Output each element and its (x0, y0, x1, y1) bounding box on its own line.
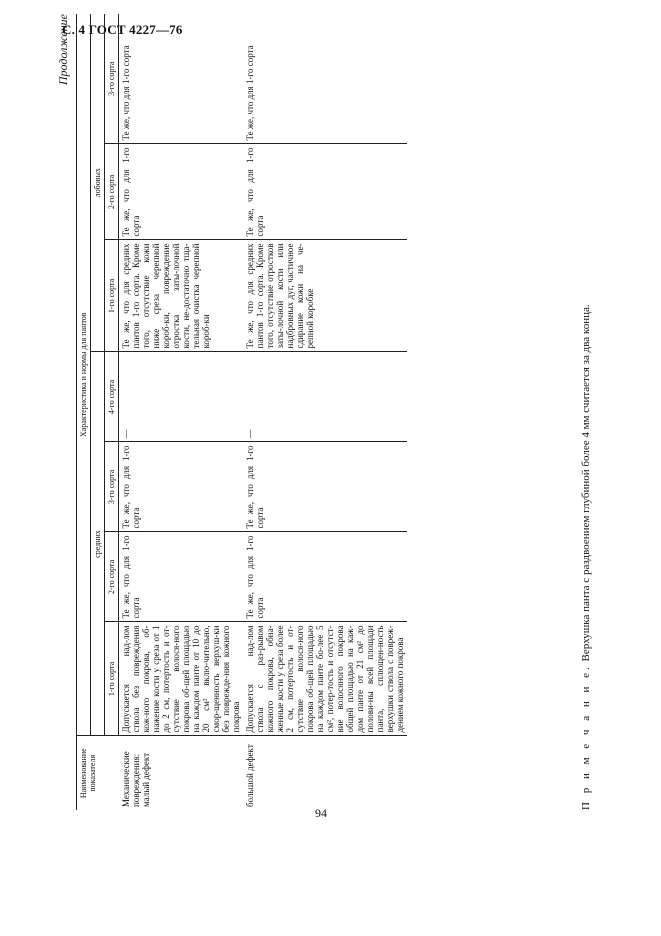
table-cell: Те же, что для средних пантов 1-го сорта. Кроме того, отсутствие кожи ниже среза черепной короб-ки, повреждение отростка заты-лочной кости, не-достаточно тща-тельная очистка черепной короб-ки (119, 240, 244, 352)
table-cell: Те же, что для 1-го сорта (119, 14, 244, 144)
header-grade: 3-го сорта (105, 14, 119, 144)
header-grade: 1-го сорта (105, 622, 119, 736)
page-number: 94 (315, 806, 327, 820)
table-cell: Те же, что для 1-го сорта (243, 144, 407, 240)
table-row (243, 14, 407, 810)
table-cell: Те же, что для 1-го сорта (119, 532, 244, 622)
row-name: Механические повреждения: малый дефект (120, 751, 151, 807)
header-middle-antlers: средних (91, 352, 105, 736)
table-cell: Те же, что для 1-го сорта (243, 442, 407, 532)
table-cell: Те же, что для средних пантов 1-го сорта. Кроме того, отсутствие отростков заты-лочной кости или надбровных дуг, частичное сдирание кожи на че-репной коробке (243, 240, 407, 352)
table-row (119, 14, 244, 810)
table-cell: Те же, что для 1-го сорта (119, 442, 244, 532)
table-cell: Те же, что для 1-го сорта (119, 144, 244, 240)
header-grade: 4-го сорта (105, 352, 119, 442)
header-grade: 2-го сорта (105, 144, 119, 240)
table-cell: Допускается над-лом ствола с раз-рывом кожного покрова, обна-женные кости у среза более 2 см, потертость и от-сутствие волося-ного покрова об-щей площадью на каждом панте бо-лее 5 см², потер-тость и отсутст-вие волосяного покрова общей площадью на каж-дом панте от 21 см² до полови-ны всей площади панта, сплющен-ность верхушки ствола с повреж-дением кожного покрова (243, 622, 407, 736)
table-note (580, 14, 592, 810)
table-cell: Те же, что для 1-го сорта (243, 532, 407, 622)
note-text: Верхушка панта с раздвоением глубиной более 4 мм считается за два конца. (580, 304, 592, 662)
table-cell: Те же, что для 1-го сорта (243, 14, 407, 144)
defects-table (76, 14, 407, 810)
header-indicator-name: Наименование показателя (77, 736, 119, 810)
table-cell: — (119, 352, 244, 442)
page-header: С. 4 ГОСТ 4227—76 (62, 22, 183, 37)
table-cell: — (243, 352, 407, 442)
rotated-table-area (54, 14, 614, 824)
header-grade: 3-го сорта (105, 442, 119, 532)
header-frontal-antlers: лобовых (91, 14, 105, 352)
note-label: П р и м е ч а н и е. (580, 664, 592, 810)
row-name: большой дефект (245, 744, 255, 807)
header-grade: 1-го сорта (105, 240, 119, 352)
header-characteristics: Характеристика и нормы для пантов (77, 14, 91, 736)
continuation-label: Продолжение (56, 14, 70, 86)
header-grade: 2-го сорта (105, 532, 119, 622)
table-cell: Допускается над-лом ствола без повреждения кож-ного покрова, об-нажение кости у среза от 1 до 2 см, потертость и от-сутствие волося-ного покрова об-щей площадью на каждом панте от 10 до 20 см² вклю-чительно, смор-щенность верхуш-ки без поврежде-ния кожного покрова (119, 622, 244, 736)
